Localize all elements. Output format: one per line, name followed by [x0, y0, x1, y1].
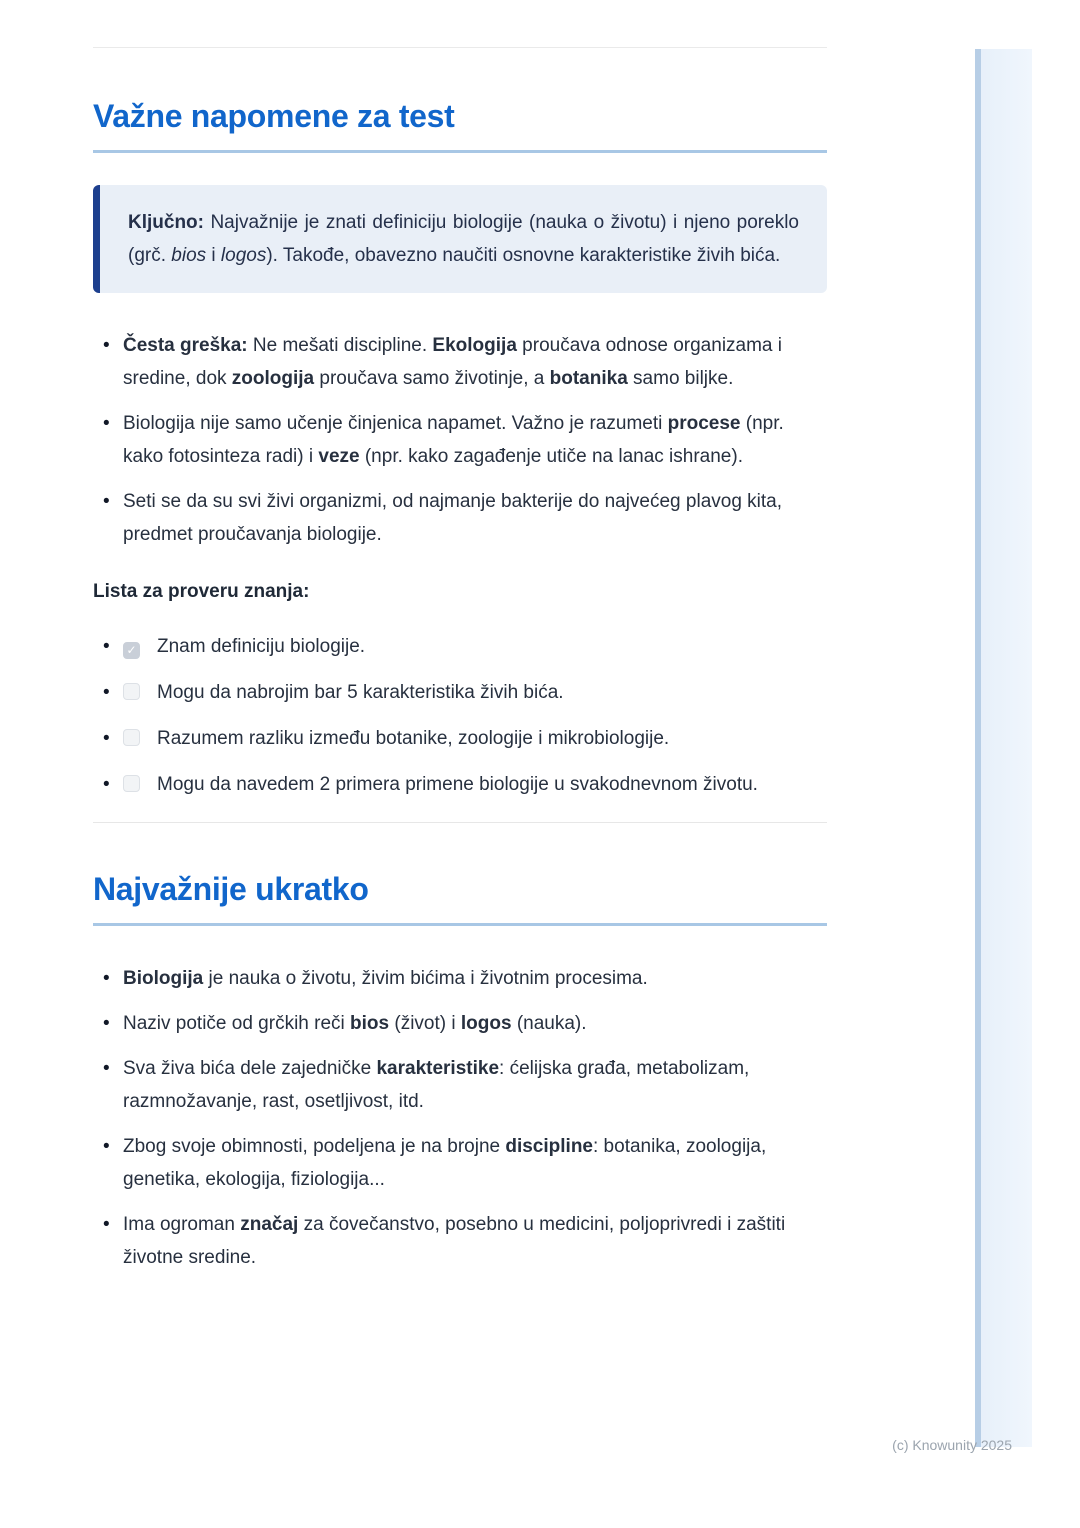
emphasized-text: Ključno:	[128, 212, 204, 233]
emphasized-text: Ekologija	[432, 335, 517, 356]
section-divider	[93, 822, 827, 823]
text-run: Sva živa bića dele zajedničke	[123, 1058, 377, 1079]
text-run: Zbog svoje obimnosti, podeljena je na brojne	[123, 1136, 506, 1157]
bullet-item	[93, 962, 827, 995]
text-run: : ćelijska građa, metabolizam, razmnožavanje, rast, osetljivost, itd.	[123, 1058, 750, 1112]
text-run: Ne mešati discipline.	[247, 335, 433, 356]
checklist-heading: Lista za proveru znanja:	[93, 581, 310, 602]
heading-underline	[93, 150, 827, 153]
emphasized-text: značaj	[240, 1214, 299, 1235]
text-run: je nauka o životu, živim bićima i životnim procesima.	[203, 968, 648, 989]
emphasized-text: botanika	[549, 368, 628, 389]
text-run: (život) i	[389, 1013, 461, 1034]
checkbox-unchecked-icon[interactable]	[123, 683, 140, 700]
section-summary	[93, 869, 827, 926]
bullet-item	[93, 1007, 827, 1040]
notes-bullet-list	[93, 329, 827, 551]
emphasized-text: zoologija	[231, 368, 315, 389]
text-run: proučava odnose organizama i sredine, dok	[123, 335, 782, 389]
text-run: Biologija nije samo učenje činjenica napamet. Važno je razumeti	[123, 413, 668, 434]
text-run: Ima ogroman	[123, 1214, 241, 1235]
text-run: : botanika, zoologija, genetika, ekologija, fiziologija...	[123, 1136, 767, 1190]
page-content	[93, 0, 827, 1286]
right-margin-strip	[975, 49, 1032, 1447]
summary-title: Najvažnije ukratko	[93, 871, 369, 907]
emphasized-text: logos	[460, 1013, 512, 1034]
summary-bullet-list	[93, 962, 827, 1274]
text-run: Naziv potiče od grčkih reči	[123, 1013, 351, 1034]
checkbox-checked-icon[interactable]: ✓	[123, 642, 140, 659]
bullet-item	[93, 1208, 827, 1274]
text-run: Seti se da su svi živi organizmi, od najmanje bakterije do najvećeg plavog kita, predmet proučavanja biologije.	[123, 491, 783, 545]
heading-underline	[93, 923, 827, 926]
text-run: (npr. kako zagađenje utiče na lanac ishrane).	[359, 446, 743, 467]
text-run: ). Takođe, obavezno naučiti osnovne karakteristike živih bića.	[266, 245, 781, 266]
text-run: za čovečanstvo, posebno u medicini, poljoprivredi i zaštiti životne sredine.	[123, 1214, 786, 1268]
checklist-item-label: Znam definiciju biologije.	[157, 636, 366, 657]
section-important-notes	[93, 0, 827, 153]
emphasized-text: procese	[667, 413, 741, 434]
emphasized-text: Česta greška:	[123, 335, 248, 356]
emphasized-text: Biologija	[123, 968, 204, 989]
italic-text: bios	[171, 245, 207, 266]
checklist-item	[93, 630, 827, 663]
bullet-item	[93, 1130, 827, 1196]
text-run: Najvažnije je znati definiciju biologije (nauka o životu) i njeno poreklo (grč.	[128, 212, 799, 266]
key-callout	[93, 185, 827, 293]
bullet-item	[93, 485, 827, 551]
text-run: samo biljke.	[627, 368, 734, 389]
emphasized-text: discipline	[505, 1136, 593, 1157]
key-callout-text	[128, 206, 799, 272]
text-run: proučava samo životinje, a	[314, 368, 550, 389]
text-run: i	[206, 245, 221, 266]
knowledge-checklist	[93, 630, 827, 801]
checklist-item	[93, 676, 827, 709]
italic-text: logos	[220, 245, 267, 266]
text-run: (npr. kako fotosinteza radi) i	[123, 413, 784, 467]
checkbox-unchecked-icon[interactable]	[123, 729, 140, 746]
text-run: (nauka).	[511, 1013, 587, 1034]
checklist-item-label: Mogu da nabrojim bar 5 karakteristika živih bića.	[157, 682, 564, 703]
checklist-item-label: Razumem razliku između botanike, zoologije i mikrobiologije.	[157, 728, 670, 749]
emphasized-text: veze	[318, 446, 360, 467]
checklist-item-label: Mogu da navedem 2 primera primene biologije u svakodnevnom životu.	[157, 774, 758, 795]
bullet-item	[93, 329, 827, 395]
checkbox-unchecked-icon[interactable]	[123, 775, 140, 792]
page-title: Važne napomene za test	[93, 98, 455, 134]
bullet-item	[93, 407, 827, 473]
checklist-item	[93, 722, 827, 755]
copyright-notice: (c) Knowunity 2025	[892, 1437, 1012, 1453]
emphasized-text: karakteristike	[376, 1058, 500, 1079]
checklist-item	[93, 768, 827, 801]
emphasized-text: bios	[350, 1013, 390, 1034]
bullet-item	[93, 1052, 827, 1118]
